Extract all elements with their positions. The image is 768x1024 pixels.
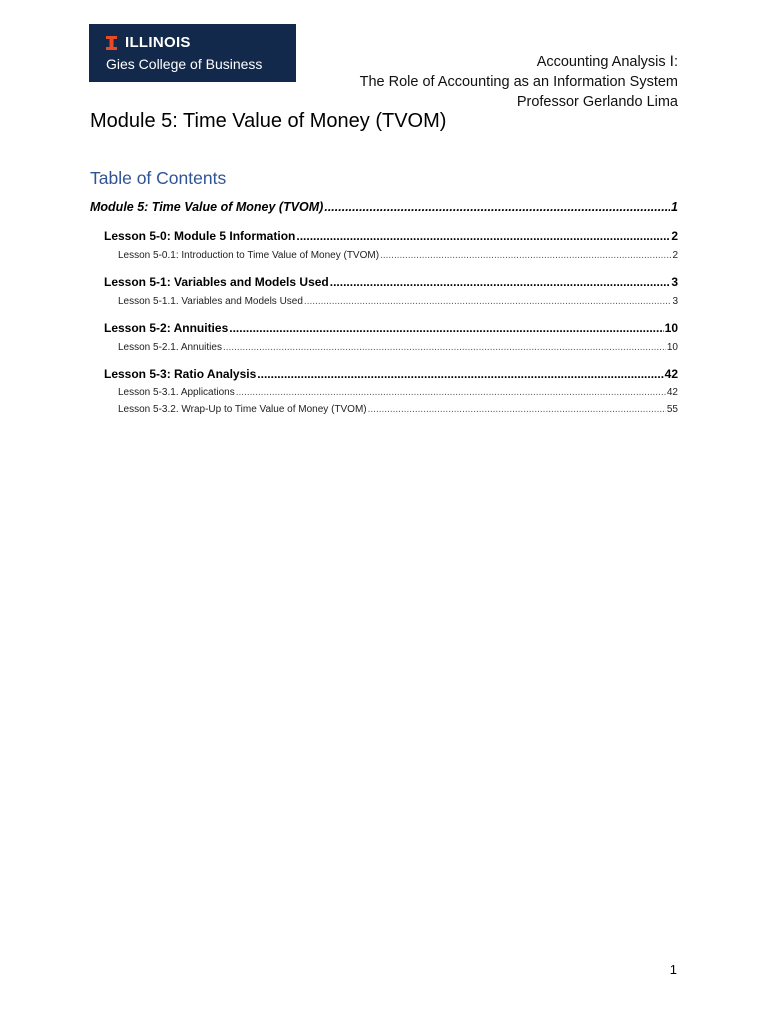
toc-entry-sublesson[interactable] xyxy=(118,342,678,353)
toc-entry-label: Lesson 5-1: Variables and Models Used xyxy=(104,275,329,289)
toc-entry-page: 10 xyxy=(666,342,678,353)
toc-entry-page: 1 xyxy=(671,200,678,214)
toc-entry-label: Lesson 5-1.1. Variables and Models Used xyxy=(118,296,303,307)
course-title-line: Accounting Analysis Ⅰ: xyxy=(536,54,678,70)
dot-leader xyxy=(324,200,670,214)
toc-entry-label: Lesson 5-3.1. Applications xyxy=(118,387,235,398)
toc-entry-page: 2 xyxy=(671,229,678,243)
dot-leader xyxy=(296,229,670,243)
toc-entry-module[interactable] xyxy=(90,200,678,214)
toc-entry-page: 3 xyxy=(671,275,678,289)
dot-leader xyxy=(236,387,666,398)
toc-entry-page: 2 xyxy=(672,250,678,261)
toc-entry-label: Lesson 5-0.1: Introduction to Time Value of Money (TVOM) xyxy=(118,250,380,261)
toc-entry-sublesson[interactable] xyxy=(118,250,678,261)
course-header xyxy=(360,52,678,112)
toc-entry-label: Module 5: Time Value of Money (TVOM) xyxy=(90,200,324,214)
dot-leader xyxy=(330,275,671,289)
toc-entry-lesson[interactable] xyxy=(104,367,678,381)
toc-entry-page: 10 xyxy=(664,321,678,335)
toc-entry-lesson[interactable] xyxy=(104,321,678,335)
toc-entry-label: Lesson 5-2: Annuities xyxy=(104,321,229,335)
toc-entry-lesson[interactable] xyxy=(104,229,678,243)
toc-entry-lesson[interactable] xyxy=(104,275,678,289)
dot-leader xyxy=(368,404,666,415)
toc-entry-page: 42 xyxy=(666,387,678,398)
course-subtitle-line: The Role of Accounting as an Information System xyxy=(359,74,678,90)
block-i-icon xyxy=(106,36,117,50)
dot-leader xyxy=(380,250,671,261)
toc-entry-label: Lesson 5-2.1. Annuities xyxy=(118,342,222,353)
dot-leader xyxy=(223,342,666,353)
toc-entry-page: 55 xyxy=(666,404,678,415)
page-number: 1 xyxy=(669,962,677,977)
toc-entry-label: Lesson 5-3.2. Wrap-Up to Time Value of Money (TVOM) xyxy=(118,404,367,415)
dot-leader xyxy=(257,367,663,381)
toc-entry-label: Lesson 5-3: Ratio Analysis xyxy=(104,367,257,381)
module-title: Module 5: Time Value of Money (TVOM) xyxy=(90,110,447,132)
toc-entry-sublesson[interactable] xyxy=(118,296,678,307)
toc-heading: Table of Contents xyxy=(90,168,227,188)
toc-entry-page: 42 xyxy=(664,367,678,381)
dot-leader xyxy=(229,321,663,335)
logo-subtitle: Gies College of Business xyxy=(106,56,263,72)
professor-line: Professor Gerlando Lima xyxy=(516,94,678,110)
toc-entry-label: Lesson 5-0: Module 5 Information xyxy=(104,229,296,243)
logo-name: ILLINOIS xyxy=(125,34,191,51)
dot-leader xyxy=(304,296,672,307)
toc-entry-sublesson[interactable] xyxy=(118,387,678,398)
toc-entry-sublesson[interactable] xyxy=(118,404,678,415)
illinois-gies-logo xyxy=(89,24,296,82)
toc-entry-page: 3 xyxy=(672,296,678,307)
